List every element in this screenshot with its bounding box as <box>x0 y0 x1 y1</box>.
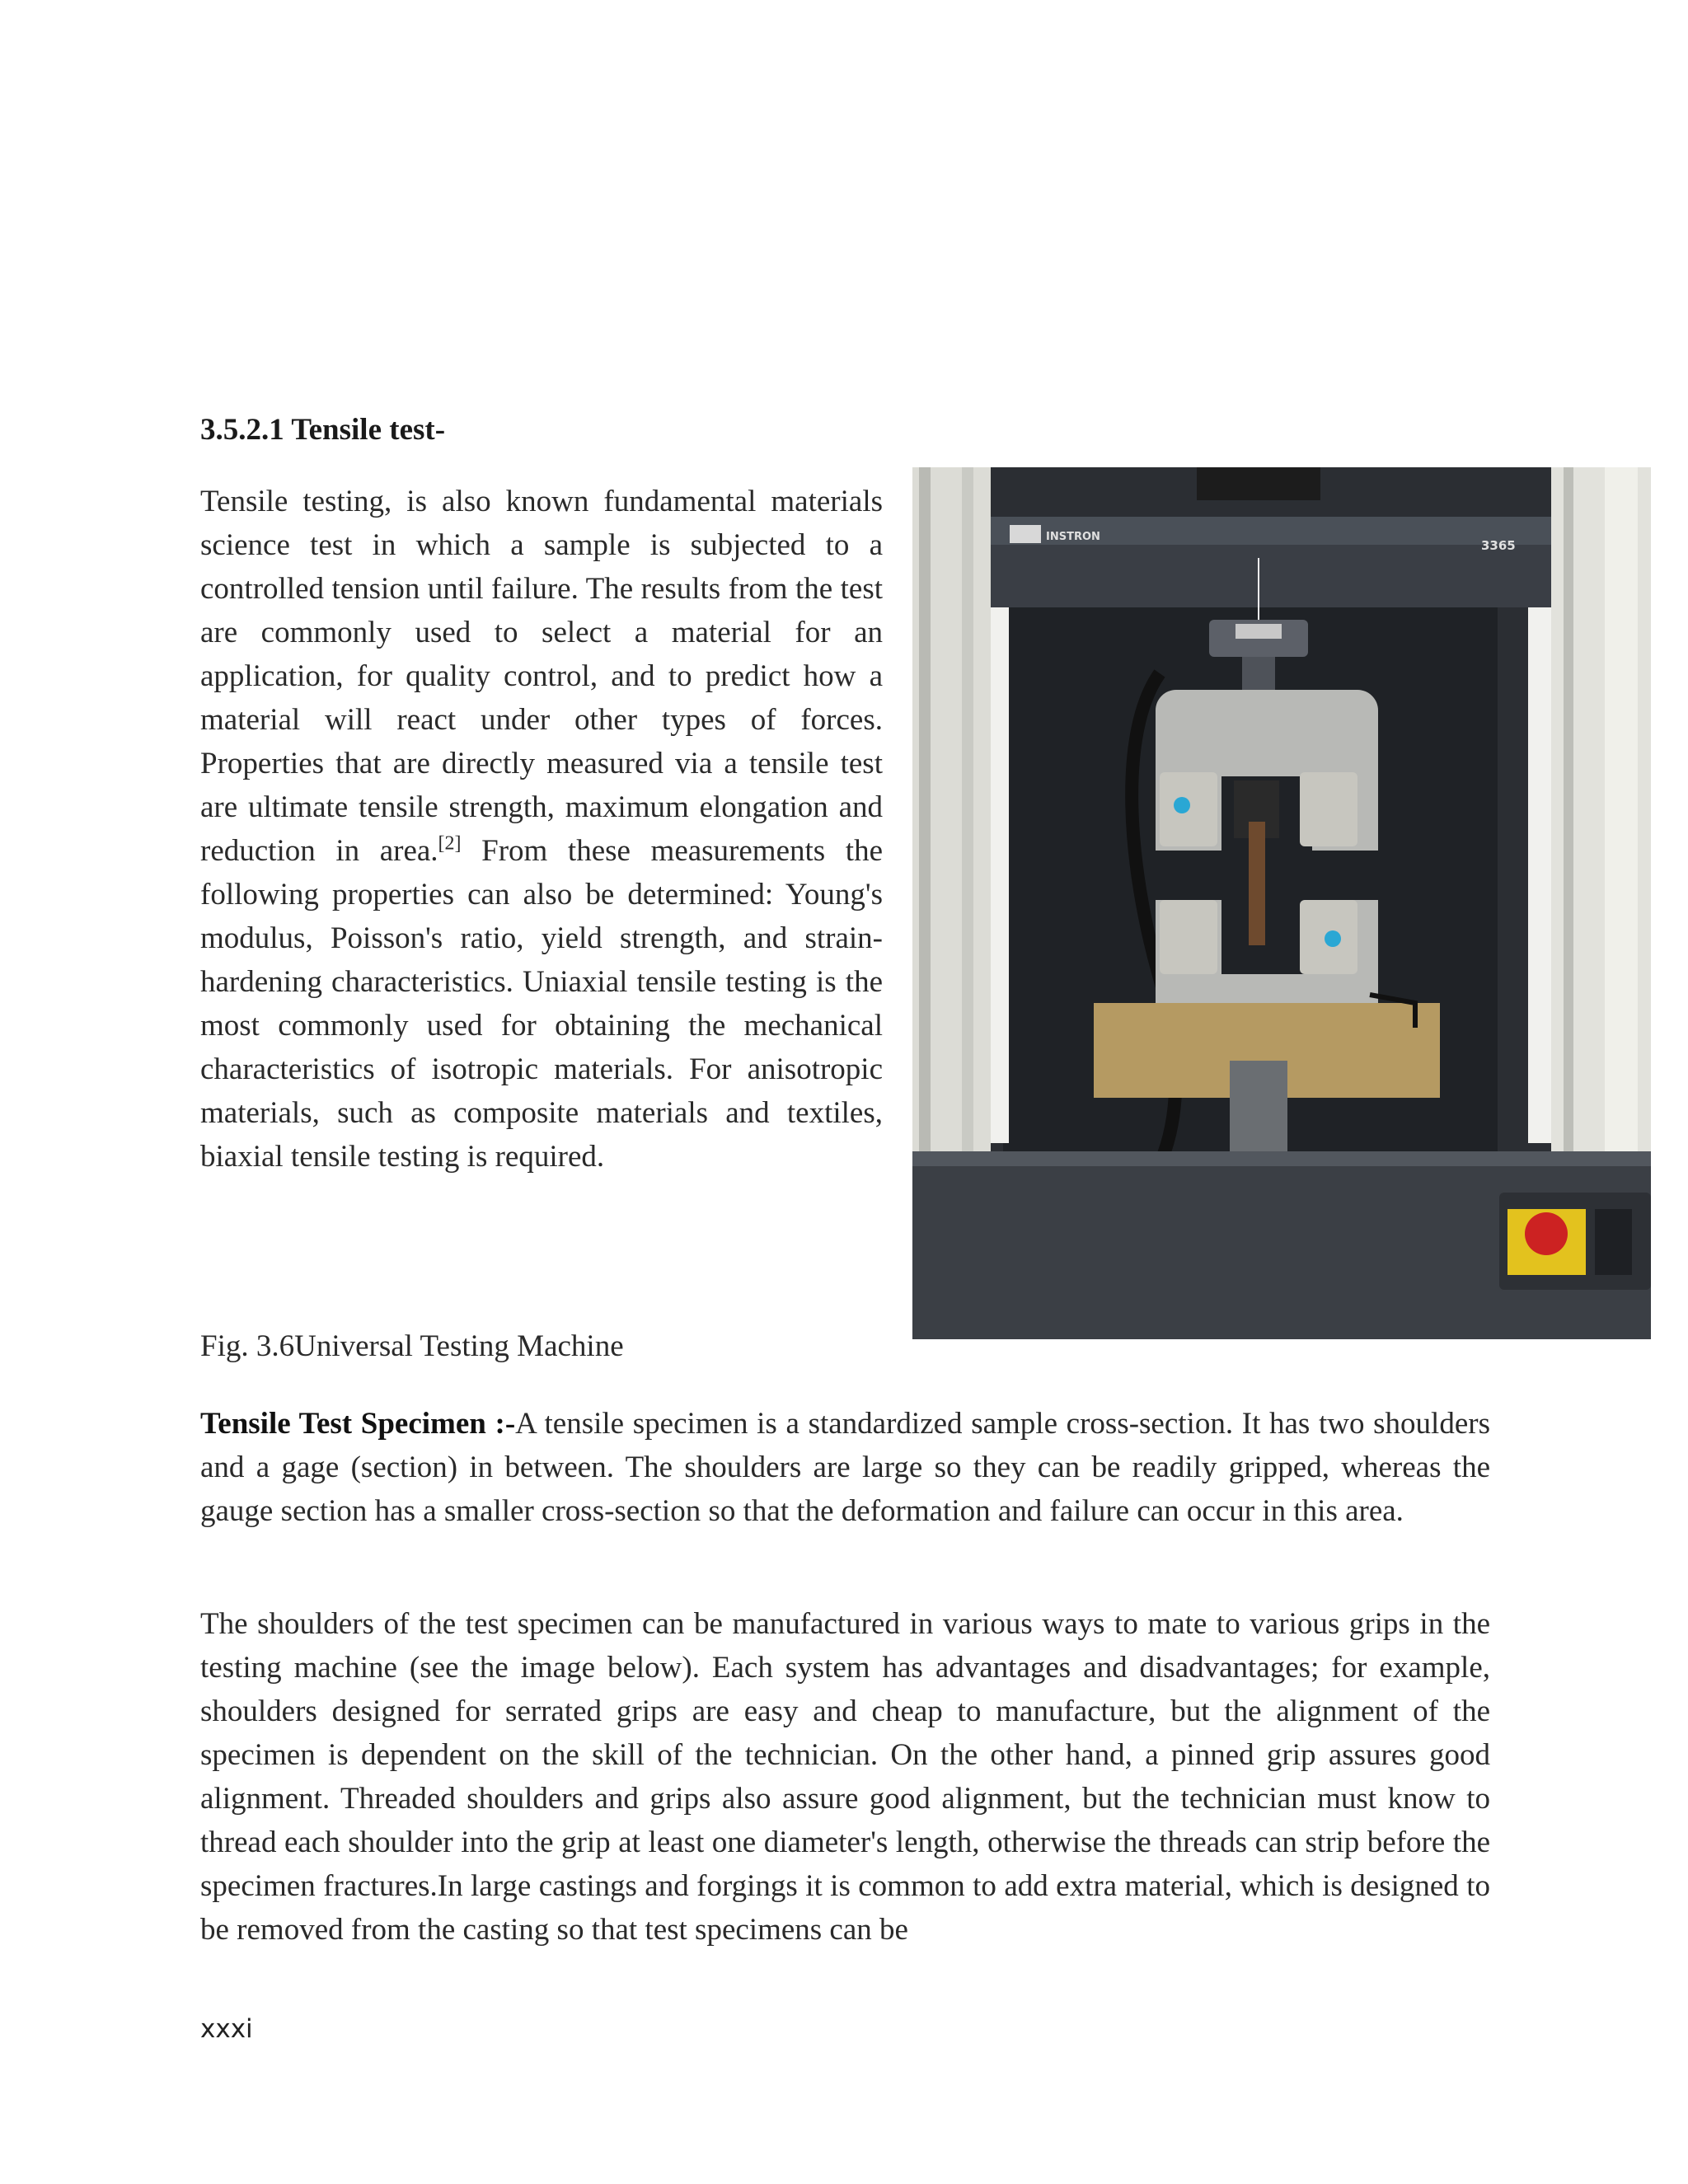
specimen-label: Tensile Test Specimen :- <box>200 1407 516 1441</box>
shoulders-paragraph: The shoulders of the test specimen can be manufactured in various ways to mate to various grips in the testing machine (see the image below). Each system has advantages and disadvantages; for example, shoulders designed for serrated grips are easy and cheap to manufacture, but the alignment of the specimen is dependent on the skill of the technician. On the other hand, a pinned grip assures good alignment. Threaded shoulders and grips also assure good alignment, but the technician must know to thread each shoulder into the grip at least one diameter's length, otherwise the threads can strip before the specimen fractures.In large castings and forgings it is common to add extra material, which is designed to be removed from the casting so that test specimens can be <box>200 1607 1490 1947</box>
tensile-test-paragraph <box>200 480 883 1179</box>
figure-caption: Fig. 3.6Universal Testing Machine <box>200 1329 624 1363</box>
section-heading: 3.5.2.1 Tensile test- <box>200 413 446 447</box>
specimen-paragraph <box>200 1402 1490 1533</box>
machine-model-text: 3365 <box>1481 538 1516 553</box>
specimen-text: A tensile specimen is a standardized sample cross-section. It has two shoulders and a gage (section) in between. The shoulders are large so they can be readily gripped, whereas the gauge section has a smaller cross-section so that the deformation and failure can occur in this area. <box>200 1407 1490 1528</box>
reference-citation: [2] <box>438 832 462 855</box>
paragraph-text-part-1: Tensile testing, is also known fundamental materials science test in which a sample is subjected to a controlled tension until failure. The results from the test are commonly used to select a material for an application, for quality control, and to predict how a material will react under other types of forces. Properties that are directly measured via a tensile test are ultimate tensile strength, maximum elongation and reduction in area. <box>200 485 883 868</box>
page-number: xxxi <box>200 2014 253 2044</box>
paragraph-text-part-2: From these measurements the following properties can also be determined: Young's modulus, Poisson's ratio, yield strength, and strain-hardening characteristics. Uniaxial tensile testing is the most commonly used for obtaining the mechanical characteristics of isotropic materials. For anisotropic materials, such as composite materials and textiles, biaxial tensile testing is required. <box>200 834 883 1174</box>
instron-brand-text: INSTRON <box>1046 531 1100 543</box>
universal-testing-machine-photo <box>912 467 1651 1339</box>
